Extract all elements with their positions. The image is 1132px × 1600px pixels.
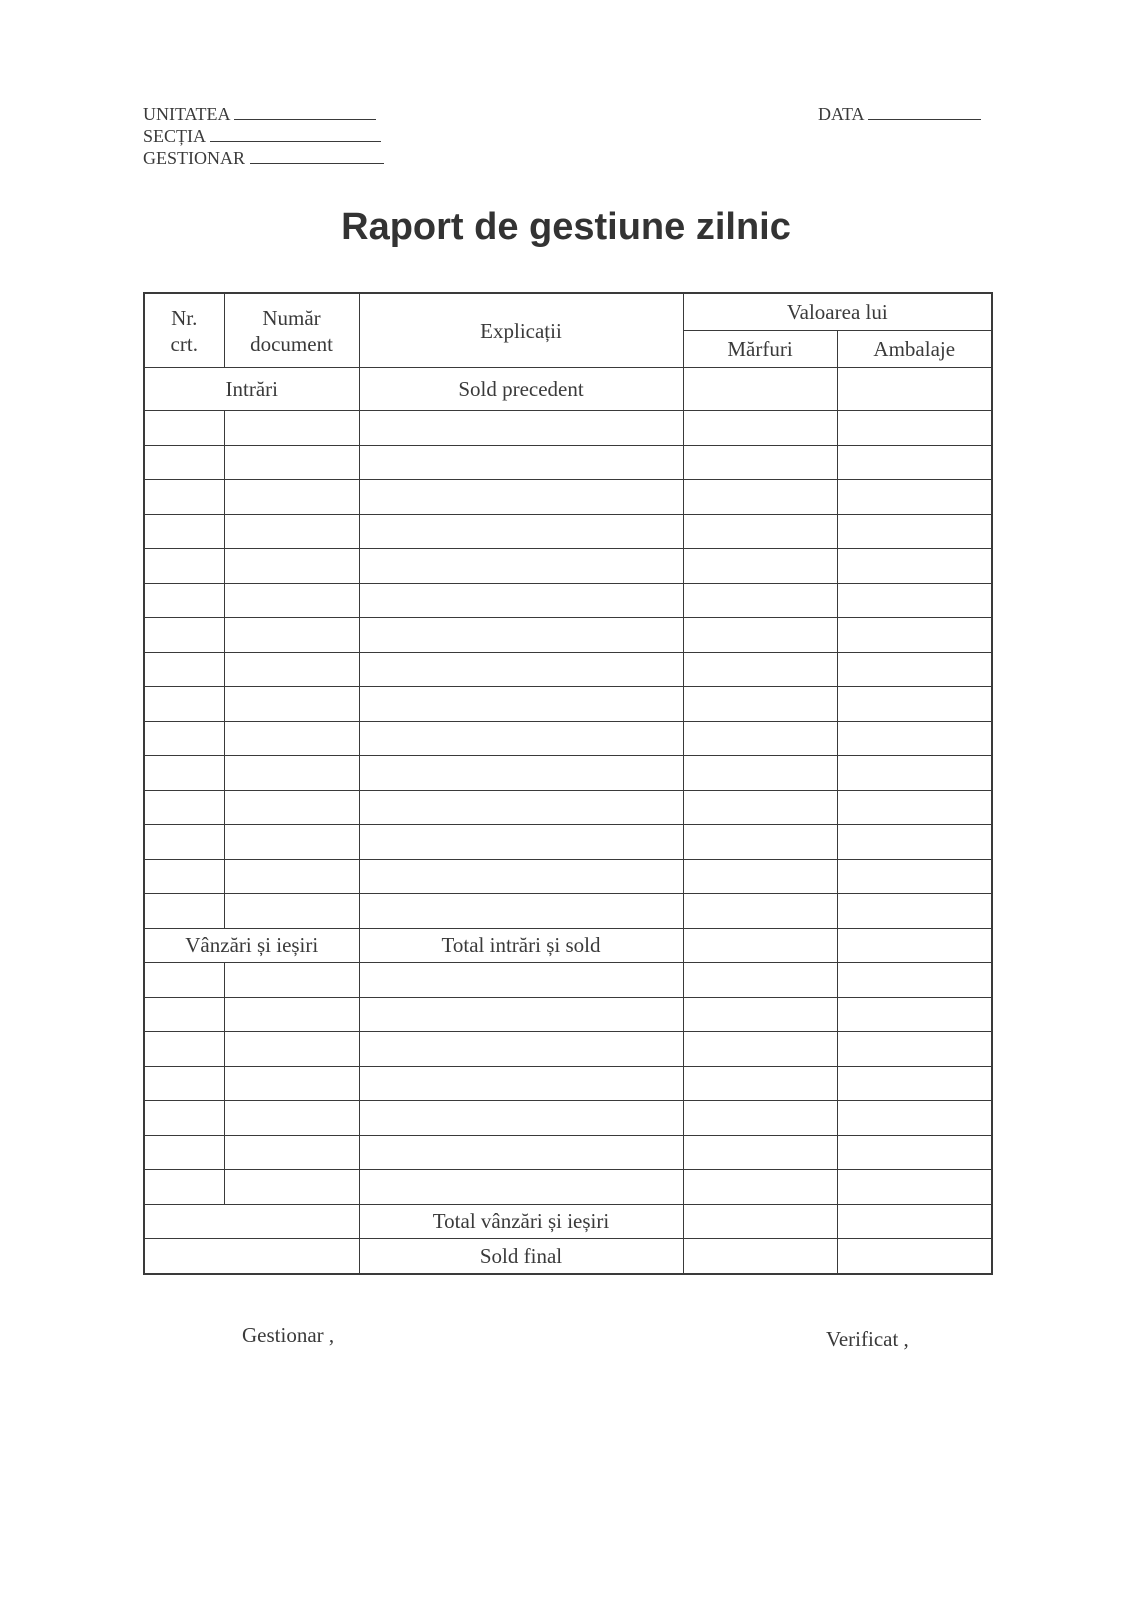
nr-cell[interactable]	[144, 997, 224, 1032]
total-intrari-marfuri[interactable]	[683, 928, 837, 963]
explicatii-cell[interactable]	[359, 790, 683, 825]
numar-cell[interactable]	[224, 480, 359, 515]
gestionar-field[interactable]	[250, 149, 384, 164]
ambalaje-cell[interactable]	[837, 687, 992, 722]
nr-cell[interactable]	[144, 1032, 224, 1067]
marfuri-cell[interactable]	[683, 618, 837, 653]
col-header-numar	[224, 293, 359, 368]
intrari-table-row	[144, 894, 992, 929]
numar-cell[interactable]	[224, 963, 359, 998]
intrari-table-row	[144, 825, 992, 860]
ambalaje-cell[interactable]	[837, 583, 992, 618]
intrari-table-row	[144, 445, 992, 480]
nr-cell[interactable]	[144, 721, 224, 756]
numar-cell[interactable]	[224, 756, 359, 791]
explicatii-cell[interactable]	[359, 997, 683, 1032]
nr-cell[interactable]	[144, 1135, 224, 1170]
explicatii-cell[interactable]	[359, 583, 683, 618]
explicatii-cell[interactable]	[359, 480, 683, 515]
numar-cell[interactable]	[224, 1066, 359, 1101]
numar-cell[interactable]	[224, 1101, 359, 1136]
nr-cell[interactable]	[144, 411, 224, 446]
verificat-signature-label: Verificat ,	[826, 1327, 909, 1351]
ambalaje-cell[interactable]	[837, 825, 992, 860]
nr-cell[interactable]	[144, 549, 224, 584]
marfuri-cell[interactable]	[683, 514, 837, 549]
nr-cell[interactable]	[144, 756, 224, 791]
intrari-table-row	[144, 514, 992, 549]
vanzari-table-row	[144, 1032, 992, 1067]
marfuri-cell[interactable]	[683, 1066, 837, 1101]
vanzari-table-row	[144, 1170, 992, 1205]
ambalaje-cell[interactable]	[837, 411, 992, 446]
unitatea-row	[143, 103, 384, 125]
intrari-table-row	[144, 480, 992, 515]
nr-cell[interactable]	[144, 894, 224, 929]
sold-final-empty	[144, 1239, 359, 1274]
nr-cell[interactable]	[144, 618, 224, 653]
ambalaje-cell[interactable]	[837, 859, 992, 894]
unitatea-label: UNITATEA	[143, 104, 230, 124]
ambalaje-cell[interactable]	[837, 997, 992, 1032]
total-vanzari-ambalaje[interactable]	[837, 1204, 992, 1239]
numar-cell[interactable]	[224, 997, 359, 1032]
vanzari-table-row	[144, 1066, 992, 1101]
nr-cell[interactable]	[144, 514, 224, 549]
explicatii-cell[interactable]	[359, 514, 683, 549]
numar-cell[interactable]	[224, 859, 359, 894]
marfuri-cell[interactable]	[683, 756, 837, 791]
explicatii-cell[interactable]	[359, 1170, 683, 1205]
explicatii-cell[interactable]	[359, 687, 683, 722]
marfuri-cell[interactable]	[683, 894, 837, 929]
nr-cell[interactable]	[144, 1101, 224, 1136]
sectia-label: SECȚIA	[143, 126, 206, 146]
col-header-ambalaje: Ambalaje	[837, 331, 992, 368]
ambalaje-cell[interactable]	[837, 1170, 992, 1205]
total-vanzari-label: Total vânzări și ieșiri	[359, 1204, 683, 1239]
total-intrari-label: Total intrări și sold	[359, 928, 683, 963]
intrari-table-row	[144, 687, 992, 722]
ambalaje-cell[interactable]	[837, 514, 992, 549]
sectia-field[interactable]	[210, 127, 381, 142]
gestionar-label: GESTIONAR	[143, 148, 245, 168]
explicatii-cell[interactable]	[359, 1032, 683, 1067]
vanzari-table-row	[144, 1101, 992, 1136]
explicatii-cell[interactable]	[359, 894, 683, 929]
report-table	[143, 292, 993, 1275]
marfuri-cell[interactable]	[683, 549, 837, 584]
intrari-table-row	[144, 790, 992, 825]
explicatii-cell[interactable]	[359, 1101, 683, 1136]
intrari-table-row	[144, 411, 992, 446]
intrari-table-row	[144, 652, 992, 687]
ambalaje-cell[interactable]	[837, 1066, 992, 1101]
ambalaje-cell[interactable]	[837, 549, 992, 584]
marfuri-cell[interactable]	[683, 1135, 837, 1170]
marfuri-cell[interactable]	[683, 687, 837, 722]
numar-cell[interactable]	[224, 652, 359, 687]
nr-cell[interactable]	[144, 1170, 224, 1205]
nr-cell[interactable]	[144, 652, 224, 687]
ambalaje-cell[interactable]	[837, 790, 992, 825]
explicatii-cell[interactable]	[359, 859, 683, 894]
col-header-nr-label: Nr. crt.	[170, 305, 198, 356]
nr-cell[interactable]	[144, 859, 224, 894]
explicatii-cell[interactable]	[359, 445, 683, 480]
marfuri-cell[interactable]	[683, 480, 837, 515]
intrari-table-row	[144, 859, 992, 894]
numar-cell[interactable]	[224, 825, 359, 860]
numar-cell[interactable]	[224, 549, 359, 584]
intrari-table-row	[144, 721, 992, 756]
numar-cell[interactable]	[224, 687, 359, 722]
explicatii-cell[interactable]	[359, 652, 683, 687]
marfuri-cell[interactable]	[683, 859, 837, 894]
ambalaje-cell[interactable]	[837, 652, 992, 687]
intrari-row	[144, 368, 992, 411]
header-row-1	[144, 293, 992, 331]
ambalaje-cell[interactable]	[837, 445, 992, 480]
unitatea-field[interactable]	[234, 105, 376, 120]
vanzari-table-row	[144, 997, 992, 1032]
sold-final-marfuri[interactable]	[683, 1239, 837, 1274]
marfuri-cell[interactable]	[683, 445, 837, 480]
explicatii-cell[interactable]	[359, 549, 683, 584]
ambalaje-cell[interactable]	[837, 756, 992, 791]
sold-precedent-label: Sold precedent	[359, 368, 683, 411]
intrari-table-row	[144, 756, 992, 791]
sold-final-row	[144, 1239, 992, 1274]
explicatii-cell[interactable]	[359, 618, 683, 653]
explicatii-cell[interactable]	[359, 825, 683, 860]
ambalaje-cell[interactable]	[837, 894, 992, 929]
data-field[interactable]	[868, 105, 981, 120]
vanzari-table-row	[144, 1135, 992, 1170]
nr-cell[interactable]	[144, 1066, 224, 1101]
numar-cell[interactable]	[224, 894, 359, 929]
nr-cell[interactable]	[144, 963, 224, 998]
explicatii-cell[interactable]	[359, 1066, 683, 1101]
numar-cell[interactable]	[224, 1032, 359, 1067]
col-header-marfuri: Mărfuri	[683, 331, 837, 368]
explicatii-cell[interactable]	[359, 721, 683, 756]
ambalaje-cell[interactable]	[837, 618, 992, 653]
marfuri-cell[interactable]	[683, 1032, 837, 1067]
numar-cell[interactable]	[224, 411, 359, 446]
ambalaje-cell[interactable]	[837, 721, 992, 756]
header-left-block	[143, 103, 384, 169]
numar-cell[interactable]	[224, 1170, 359, 1205]
sectia-row	[143, 125, 384, 147]
marfuri-cell[interactable]	[683, 411, 837, 446]
nr-cell[interactable]	[144, 687, 224, 722]
ambalaje-cell[interactable]	[837, 1135, 992, 1170]
nr-cell[interactable]	[144, 480, 224, 515]
total-vanzari-empty	[144, 1204, 359, 1239]
col-header-valoarea: Valoarea lui	[683, 293, 992, 331]
intrari-label: Intrări	[144, 368, 359, 411]
explicatii-cell[interactable]	[359, 756, 683, 791]
numar-cell[interactable]	[224, 514, 359, 549]
sold-precedent-marfuri[interactable]	[683, 368, 837, 411]
ambalaje-cell[interactable]	[837, 480, 992, 515]
marfuri-cell[interactable]	[683, 963, 837, 998]
intrari-table-row	[144, 618, 992, 653]
marfuri-cell[interactable]	[683, 721, 837, 756]
gestionar-signature-label: Gestionar ,	[242, 1323, 335, 1347]
nr-cell[interactable]	[144, 583, 224, 618]
sold-final-label: Sold final	[359, 1239, 683, 1274]
numar-cell[interactable]	[224, 618, 359, 653]
explicatii-cell[interactable]	[359, 963, 683, 998]
col-header-numar-label: Număr document	[250, 305, 333, 356]
col-header-nr	[144, 293, 224, 368]
marfuri-cell[interactable]	[683, 825, 837, 860]
nr-cell[interactable]	[144, 790, 224, 825]
explicatii-cell[interactable]	[359, 411, 683, 446]
marfuri-cell[interactable]	[683, 1170, 837, 1205]
marfuri-cell[interactable]	[683, 652, 837, 687]
page-title: Raport de gestiune zilnic	[341, 206, 791, 248]
total-intrari-ambalaje[interactable]	[837, 928, 992, 963]
col-header-explicatii: Explicații	[359, 293, 683, 368]
marfuri-cell[interactable]	[683, 583, 837, 618]
gestionar-row	[143, 147, 384, 169]
header-right-block	[818, 103, 981, 125]
nr-cell[interactable]	[144, 445, 224, 480]
numar-cell[interactable]	[224, 721, 359, 756]
numar-cell[interactable]	[224, 445, 359, 480]
data-label: DATA	[818, 104, 864, 124]
sold-final-ambalaje[interactable]	[837, 1239, 992, 1274]
vanzari-table-row	[144, 963, 992, 998]
explicatii-cell[interactable]	[359, 1135, 683, 1170]
ambalaje-cell[interactable]	[837, 1032, 992, 1067]
numar-cell[interactable]	[224, 1135, 359, 1170]
vanzari-row	[144, 928, 992, 963]
marfuri-cell[interactable]	[683, 997, 837, 1032]
ambalaje-cell[interactable]	[837, 1101, 992, 1136]
total-vanzari-marfuri[interactable]	[683, 1204, 837, 1239]
vanzari-label: Vânzări și ieșiri	[144, 928, 359, 963]
numar-cell[interactable]	[224, 583, 359, 618]
intrari-table-row	[144, 583, 992, 618]
marfuri-cell[interactable]	[683, 1101, 837, 1136]
nr-cell[interactable]	[144, 825, 224, 860]
sold-precedent-ambalaje[interactable]	[837, 368, 992, 411]
total-vanzari-row	[144, 1204, 992, 1239]
intrari-table-row	[144, 549, 992, 584]
ambalaje-cell[interactable]	[837, 963, 992, 998]
marfuri-cell[interactable]	[683, 790, 837, 825]
numar-cell[interactable]	[224, 790, 359, 825]
